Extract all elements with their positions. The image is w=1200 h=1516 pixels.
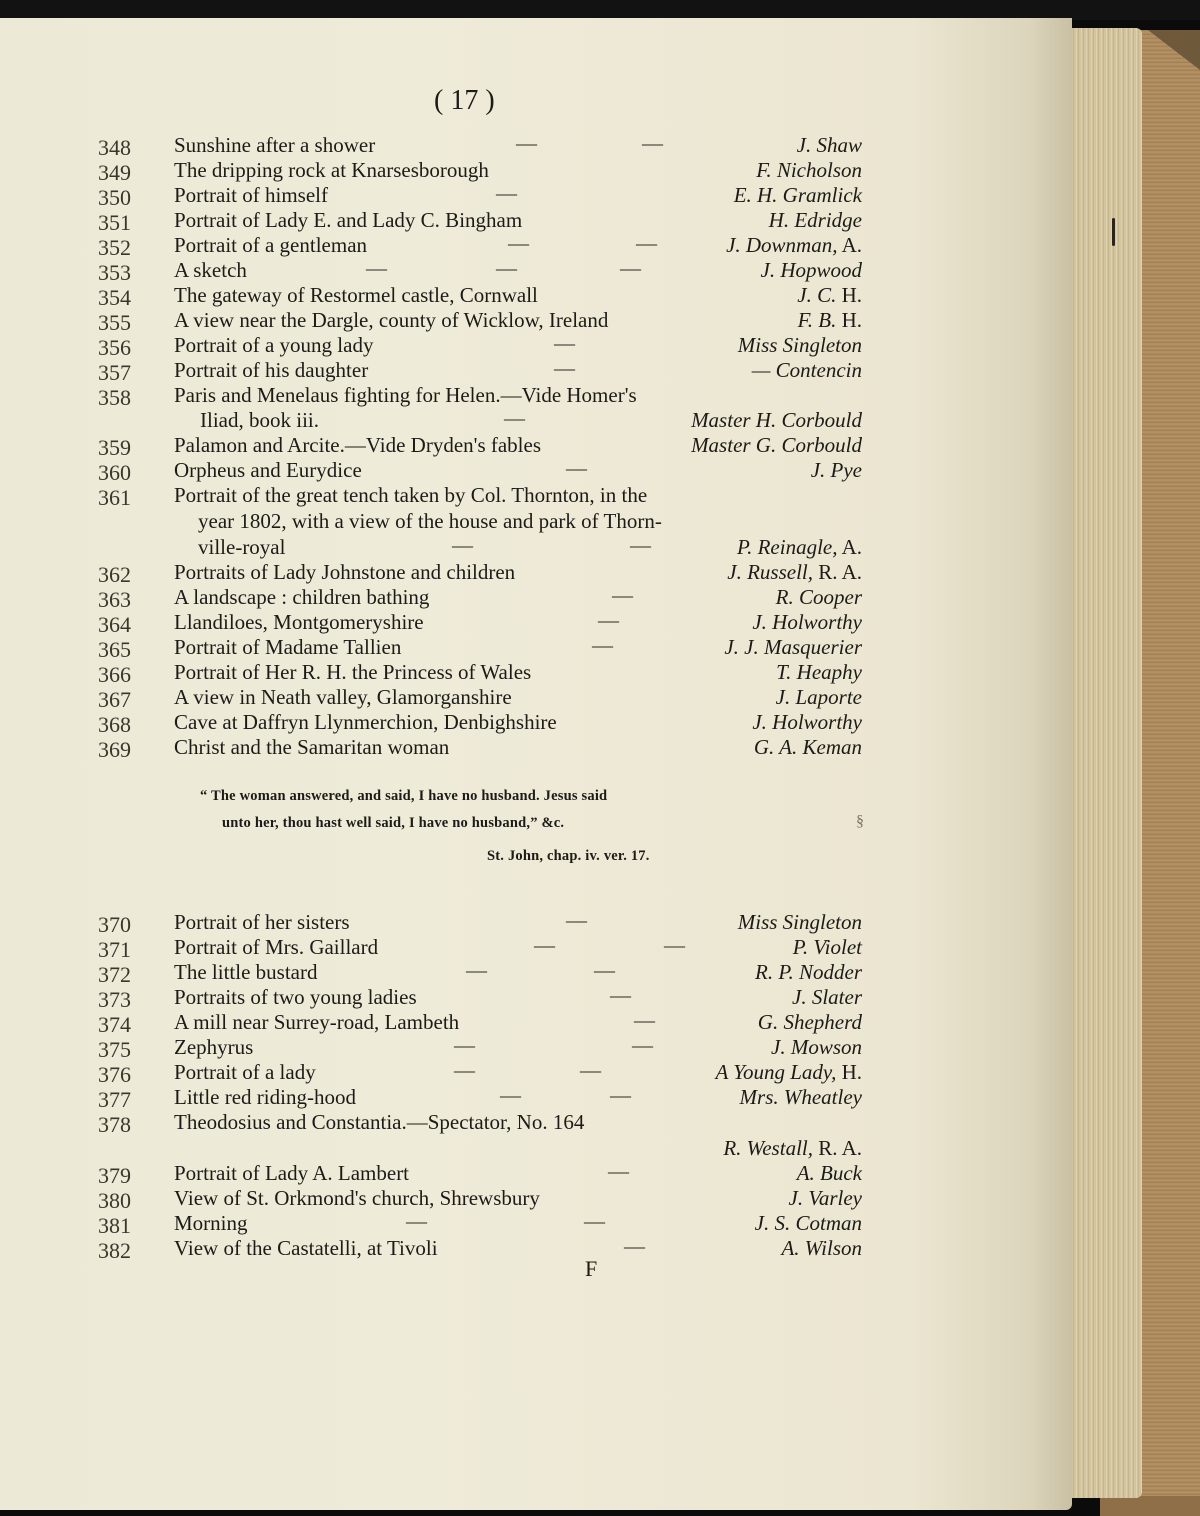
- entry-title: A landscape : children bathing: [174, 585, 430, 609]
- entry-number: 360: [98, 460, 131, 485]
- entry-title-continued: ville-royal: [198, 535, 286, 559]
- dash-separator: —: [504, 406, 525, 430]
- entry-title-continued: Iliad, book iii.: [200, 408, 319, 432]
- entry-artist: J. J. Masquerier: [724, 635, 862, 659]
- entry-artist: J. Holworthy: [752, 710, 862, 734]
- entry-number: 351: [98, 210, 131, 235]
- entry-title: Christ and the Samaritan woman: [174, 735, 450, 759]
- entry-title: Sunshine after a shower: [174, 133, 376, 157]
- entry-artist: A Young Lady, H.: [715, 1060, 862, 1084]
- dash-separator: —: [624, 1234, 645, 1258]
- entry-artist: G. A. Keman: [753, 735, 862, 759]
- dash-separator: —: [636, 231, 657, 255]
- entry-number: 368: [98, 712, 131, 737]
- entry-number: 350: [98, 185, 131, 210]
- entry-number: 358: [98, 385, 131, 410]
- entry-number: 365: [98, 637, 131, 662]
- entry-title: Portrait of a lady: [174, 1060, 316, 1084]
- entry-title: Portrait of Mrs. Gaillard: [174, 935, 379, 959]
- dash-separator: —: [612, 583, 633, 607]
- entry-title: Portrait of a gentleman: [174, 233, 368, 257]
- entry-artist: Master H. Corbould: [691, 408, 862, 432]
- entry-artist: G. Shepherd: [757, 1010, 862, 1034]
- dash-separator: —: [594, 958, 615, 982]
- printer-ornament-icon: §: [856, 813, 864, 830]
- quote-citation: St. John, chap. iv. ver. 17.: [487, 848, 650, 864]
- entry-number: 382: [98, 1238, 131, 1263]
- dash-separator: —: [598, 608, 619, 632]
- entry-number: 371: [98, 937, 131, 962]
- entry-artist: J. Hopwood: [760, 258, 862, 282]
- entry-title: Cave at Daffryn Llynmerchion, Denbighshire: [174, 710, 557, 734]
- entry-artist: Mrs. Wheatley: [739, 1085, 862, 1109]
- dash-separator: —: [642, 131, 663, 155]
- entry-number: 354: [98, 285, 131, 310]
- entry-artist: J. S. Cotman: [754, 1211, 862, 1235]
- entry-artist: J. C. H.: [797, 283, 862, 307]
- entry-number: 349: [98, 160, 131, 185]
- dash-separator: —: [566, 456, 587, 480]
- entry-title: Portrait of Lady E. and Lady C. Bingham: [174, 208, 523, 232]
- dash-separator: —: [632, 1033, 653, 1057]
- entry-title: A view near the Dargle, county of Wicklow, Ireland: [174, 308, 609, 332]
- entry-title-continued: year 1802, with a view of the house and park of Thorn-: [198, 509, 662, 533]
- entry-artist: J. Laporte: [775, 685, 862, 709]
- dash-separator: —: [608, 1159, 629, 1183]
- entry-artist: F. Nicholson: [756, 158, 862, 182]
- dash-separator: —: [634, 1008, 655, 1032]
- dash-separator: —: [466, 958, 487, 982]
- entry-artist: A. Buck: [796, 1161, 862, 1185]
- dash-separator: —: [580, 1058, 601, 1082]
- dash-separator: —: [366, 256, 387, 280]
- entry-title: Portrait of Madame Tallien: [174, 635, 402, 659]
- entry-number: 359: [98, 435, 131, 460]
- entry-number: 373: [98, 987, 131, 1012]
- entry-artist: R. P. Nodder: [755, 960, 862, 984]
- entry-artist: J. Slater: [792, 985, 862, 1009]
- entry-number: 362: [98, 562, 131, 587]
- dash-separator: —: [516, 131, 537, 155]
- entry-number: 380: [98, 1188, 131, 1213]
- entry-artist: E. H. Gramlick: [733, 183, 862, 207]
- page-block-fore-edge: [1070, 28, 1142, 1498]
- dash-separator: —: [610, 1083, 631, 1107]
- dash-separator: —: [454, 1033, 475, 1057]
- dash-separator: —: [664, 933, 685, 957]
- entry-title: A mill near Surrey-road, Lambeth: [174, 1010, 460, 1034]
- entry-title: Portrait of Lady A. Lambert: [174, 1161, 410, 1185]
- entry-title: The little bustard: [174, 960, 318, 984]
- quote-line: “ The woman answered, and said, I have no husband. Jesus said: [200, 788, 608, 804]
- dash-separator: —: [508, 231, 529, 255]
- signature-mark: F: [585, 1256, 598, 1281]
- entry-artist: R. Cooper: [775, 585, 862, 609]
- dash-separator: —: [496, 181, 517, 205]
- entry-number: 370: [98, 912, 131, 937]
- entry-number: 355: [98, 310, 131, 335]
- entry-title: Morning: [174, 1211, 248, 1235]
- entry-number: 376: [98, 1062, 131, 1087]
- entry-artist: Miss Singleton: [737, 910, 862, 934]
- entry-number: 353: [98, 260, 131, 285]
- entry-artist: J. Downman, A.: [726, 233, 862, 257]
- entry-title: The gateway of Restormel castle, Cornwall: [174, 283, 538, 307]
- entry-artist: R. Westall, R. A.: [723, 1136, 862, 1160]
- entry-title: Little red riding-hood: [174, 1085, 356, 1109]
- entry-number: 372: [98, 962, 131, 987]
- dash-separator: —: [406, 1209, 427, 1233]
- page-number: ( 17 ): [434, 85, 495, 116]
- entry-artist: T. Heaphy: [776, 660, 862, 684]
- entry-title: Orpheus and Eurydice: [174, 458, 362, 482]
- entry-number: 367: [98, 687, 131, 712]
- book-page: [0, 18, 1072, 1510]
- dash-separator: —: [554, 356, 575, 380]
- entry-title: Portrait of himself: [174, 183, 328, 207]
- entry-number: 361: [98, 485, 131, 510]
- entry-title: A sketch: [174, 258, 247, 282]
- entry-title: Llandiloes, Montgomeryshire: [174, 610, 424, 634]
- entry-number: 363: [98, 587, 131, 612]
- entry-number: 381: [98, 1213, 131, 1238]
- entry-artist: P. Violet: [792, 935, 862, 959]
- entry-title: Zephyrus: [174, 1035, 254, 1059]
- entry-title: Portrait of a young lady: [174, 333, 374, 357]
- scan-background: [0, 0, 1200, 20]
- book-cover-edge: [1140, 30, 1200, 1506]
- dash-separator: —: [534, 933, 555, 957]
- entry-title: Portrait of the great tench taken by Col. Thornton, in the: [174, 483, 648, 507]
- dash-separator: —: [496, 256, 517, 280]
- dash-separator: —: [454, 1058, 475, 1082]
- entry-artist: J. Shaw: [796, 133, 862, 157]
- entry-artist: A. Wilson: [781, 1236, 862, 1260]
- dash-separator: —: [452, 533, 473, 557]
- entry-number: 357: [98, 360, 131, 385]
- fore-edge-mark: [1112, 218, 1115, 246]
- entry-number: 366: [98, 662, 131, 687]
- entry-number: 374: [98, 1012, 131, 1037]
- entry-number: 369: [98, 737, 131, 762]
- entry-title: Portraits of two young ladies: [174, 985, 417, 1009]
- entry-number: 379: [98, 1163, 131, 1188]
- cover-bottom: [1100, 1496, 1200, 1516]
- entry-title: Portrait of Her R. H. the Princess of Wales: [174, 660, 532, 684]
- entry-title: Portraits of Lady Johnstone and children: [174, 560, 516, 584]
- dash-separator: —: [630, 533, 651, 557]
- entry-title: Portrait of his daughter: [174, 358, 369, 382]
- dash-separator: —: [554, 331, 575, 355]
- entry-artist: J. Pye: [810, 458, 862, 482]
- entry-artist: J. Varley: [788, 1186, 862, 1210]
- entry-title: The dripping rock at Knarsesborough: [174, 158, 489, 182]
- entry-number: 352: [98, 235, 131, 260]
- entry-number: 377: [98, 1087, 131, 1112]
- dash-separator: —: [584, 1209, 605, 1233]
- entry-artist: F. B. H.: [797, 308, 862, 332]
- entry-artist: H. Edridge: [768, 208, 862, 232]
- entry-title: Paris and Menelaus fighting for Helen.—Vide Homer's: [174, 383, 637, 407]
- entry-title: View of St. Orkmond's church, Shrewsbury: [174, 1186, 540, 1210]
- entry-number: 375: [98, 1037, 131, 1062]
- dash-separator: —: [592, 633, 613, 657]
- entry-number: 356: [98, 335, 131, 360]
- entry-artist: — Contencin: [751, 358, 862, 382]
- dash-separator: —: [610, 983, 631, 1007]
- entry-title: Palamon and Arcite.—Vide Dryden's fables: [174, 433, 542, 457]
- entry-artist: Master G. Corbould: [691, 433, 862, 457]
- entry-artist: P. Reinagle, A.: [736, 535, 862, 559]
- entry-number: 364: [98, 612, 131, 637]
- dash-separator: —: [566, 908, 587, 932]
- entry-number: 348: [98, 135, 131, 160]
- entry-artist: Miss Singleton: [737, 333, 862, 357]
- entry-title: Portrait of her sisters: [174, 910, 350, 934]
- entry-artist: J. Holworthy: [752, 610, 862, 634]
- dash-separator: —: [620, 256, 641, 280]
- entry-title: Theodosius and Constantia.—Spectator, No. 164: [174, 1110, 585, 1134]
- entry-title: A view in Neath valley, Glamorganshire: [174, 685, 512, 709]
- entry-title: View of the Castatelli, at Tivoli: [174, 1236, 438, 1260]
- entry-number: 378: [98, 1112, 131, 1137]
- dash-separator: —: [500, 1083, 521, 1107]
- entry-artist: J. Mowson: [771, 1035, 862, 1059]
- entry-artist: J. Russell, R. A.: [727, 560, 862, 584]
- quote-line: unto her, thou hast well said, I have no husband,” &c.: [222, 815, 565, 831]
